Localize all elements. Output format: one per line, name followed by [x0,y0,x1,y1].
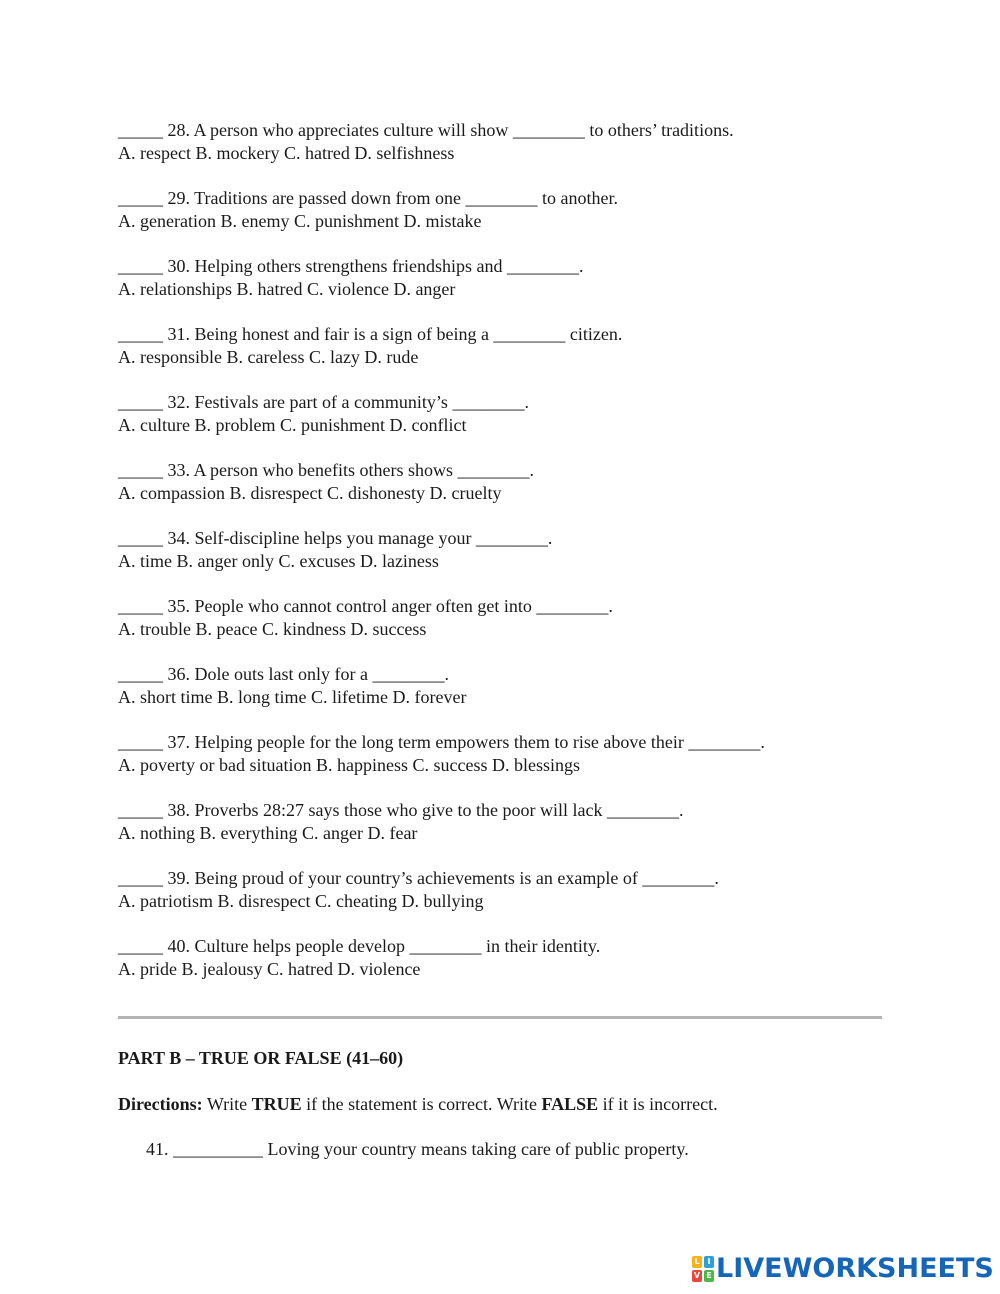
question-options: A. poverty or bad situation B. happiness C. success D. blessings [118,755,580,775]
question-options: A. responsible B. careless C. lazy D. rude [118,347,419,367]
question-stem: _____ 31. Being honest and fair is a sign of being a ________ citizen. [118,324,623,344]
false-word: FALSE [541,1094,599,1114]
question-stem: _____ 36. Dole outs last only for a ________. [118,664,449,684]
question-35 [118,595,898,663]
question-31 [118,323,898,391]
question-stem: _____ 40. Culture helps people develop ________ in their identity. [118,936,601,956]
question-33 [118,459,898,527]
part-b-title: PART B – TRUE OR FALSE (41–60) [118,1048,404,1068]
logo-mark-letter: I [704,1256,714,1268]
directions-text-1: Write [202,1094,252,1114]
question-29 [118,187,898,255]
question-stem: _____ 37. Helping people for the long term empowers them to rise above their ________. [118,732,765,752]
logo-text: LIVEWORKSHEETS [716,1253,994,1284]
liveworksheets-logo [692,1254,994,1284]
logo-mark-letter: V [693,1271,701,1280]
true-false-item-41: 41. __________ Loving your country means taking care of public property. [146,1139,689,1159]
question-38 [118,799,898,867]
question-32 [118,391,898,459]
question-stem: _____ 29. Traditions are passed down from one ________ to another. [118,188,618,208]
directions-text-2: if the statement is correct. Write [301,1094,542,1114]
question-stem: _____ 38. Proverbs 28:27 says those who give to the poor will lack ________. [118,800,684,820]
question-stem: _____ 33. A person who benefits others shows ________. [118,460,534,480]
question-30 [118,255,898,323]
question-options: A. nothing B. everything C. anger D. fear [118,823,418,843]
question-34 [118,527,898,595]
question-36 [118,663,898,731]
logo-mark-letter: L [692,1256,702,1268]
part-b-directions [118,1093,718,1116]
directions-label: Directions: [118,1094,203,1114]
question-stem: _____ 28. A person who appreciates culture will show ________ to others’ traditions. [118,120,734,140]
question-stem: _____ 32. Festivals are part of a community’s ________. [118,392,529,412]
question-stem: _____ 34. Self-discipline helps you manage your ________. [118,528,553,548]
question-options: A. compassion B. disrespect C. dishonesty D. cruelty [118,483,502,503]
question-options: A. pride B. jealousy C. hatred D. violence [118,959,421,979]
question-options: A. respect B. mockery C. hatred D. selfishness [118,143,455,163]
question-stem: _____ 30. Helping others strengthens friendships and ________. [118,256,584,276]
question-options: A. patriotism B. disrespect C. cheating D. bullying [118,891,484,911]
question-40 [118,935,898,1003]
question-stem: _____ 39. Being proud of your country’s achievements is an example of ________. [118,868,719,888]
question-options: A. time B. anger only C. excuses D. laziness [118,551,439,571]
question-options: A. generation B. enemy C. punishment D. mistake [118,211,482,231]
logo-mark-letter: E [704,1270,714,1282]
question-stem: _____ 35. People who cannot control anger often get into ________. [118,596,613,616]
question-options: A. culture B. problem C. punishment D. conflict [118,415,467,435]
question-options: A. trouble B. peace C. kindness D. success [118,619,427,639]
true-word: TRUE [251,1094,302,1114]
question-39 [118,867,898,935]
question-37 [118,731,898,799]
directions-text-3: if it is incorrect. [598,1094,718,1114]
section-divider [118,1016,882,1019]
question-options: A. short time B. long time C. lifetime D. forever [118,687,467,707]
logo-mark-icon [692,1256,714,1282]
question-list [118,119,898,1003]
question-28 [118,119,898,187]
question-options: A. relationships B. hatred C. violence D. anger [118,279,456,299]
